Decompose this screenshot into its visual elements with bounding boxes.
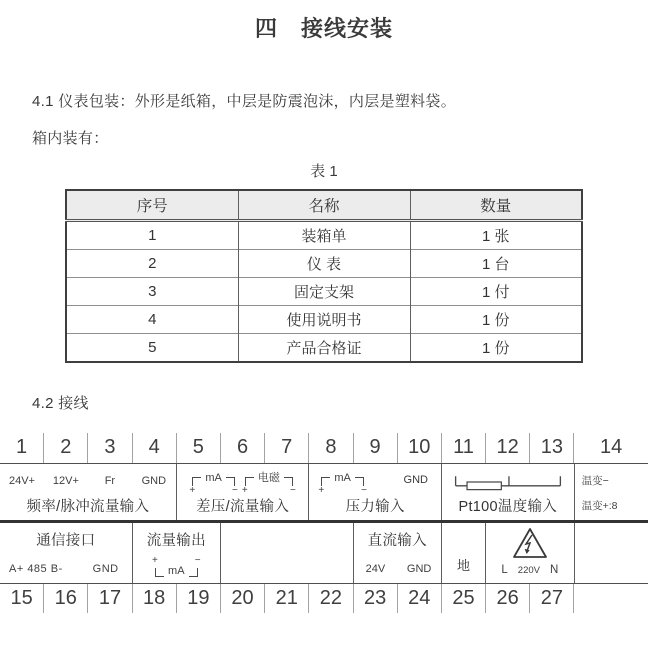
loop-label: 电磁: [257, 472, 280, 484]
group-label: 频率/脉冲流量输入: [26, 499, 150, 515]
group-pressure-input: [309, 464, 442, 520]
top-pin-labels: [0, 464, 648, 520]
minus-sign: −: [232, 485, 238, 496]
group-comm-interface: [0, 523, 133, 583]
cell-index: 2: [66, 250, 238, 278]
minus-sign: −: [290, 485, 296, 496]
plus-sign: +: [152, 555, 158, 566]
terminal-21: 21: [265, 584, 309, 613]
group-dc-input: [354, 523, 442, 583]
para-4-1-cont: 箱内装有：: [32, 130, 109, 147]
terminal-5: 5: [177, 433, 221, 463]
group-frequency-pulse-input: [0, 464, 177, 520]
temp-transmitter-minus: 温变−: [581, 475, 609, 487]
para-4-1: 4.1 仪表包装：外形是纸箱，中层是防震泡沫，内层是塑料袋。: [32, 93, 457, 110]
terminal-20: 20: [221, 584, 265, 613]
table-row: [66, 306, 582, 334]
col-header-index: 序号: [66, 190, 238, 221]
plus-sign: +: [241, 485, 248, 496]
group-label: 流量输出: [146, 533, 206, 549]
terminal-16: 16: [44, 584, 88, 613]
table-header-row: [66, 190, 582, 221]
pin-label-gnd: GND: [403, 474, 428, 486]
group-dp-flow-input: [177, 464, 310, 520]
cell-qty: 1 份: [410, 334, 582, 363]
terminal-6: 6: [221, 433, 265, 463]
current-loop-icon: [318, 472, 367, 496]
terminal-11: 11: [442, 433, 486, 463]
cell-index: 4: [66, 306, 238, 334]
high-voltage-icon: [512, 527, 548, 559]
cell-name: 装箱单: [238, 221, 410, 250]
terminal-18: 18: [133, 584, 177, 613]
loop-label: mA: [334, 472, 351, 484]
loop-bracket-left: [155, 568, 164, 577]
terminal-10: 10: [398, 433, 442, 463]
group-label: 差压/流量输入: [196, 499, 290, 515]
cell-qty: 1 台: [410, 250, 582, 278]
heading-4-2: 4.2 接线: [32, 395, 89, 412]
group-label: Pt100温度输入: [458, 499, 558, 515]
col-header-name: 名称: [238, 190, 410, 221]
page-title: 四 接线安装: [254, 16, 393, 41]
table-row: [66, 278, 582, 306]
pin-label-24v: 24V: [365, 563, 386, 575]
pin-labels: [177, 472, 309, 496]
pin-label-24v: 24V+: [8, 475, 35, 487]
pin-label-n: N: [549, 564, 559, 576]
cell-qty: 1 付: [410, 278, 582, 306]
terminal-26: 26: [486, 584, 530, 613]
cell-name: 固定支架: [238, 278, 410, 306]
cell-qty: 1 张: [410, 221, 582, 250]
cell-name: 仪 表: [238, 250, 410, 278]
group-spare-right: [575, 523, 648, 583]
terminal-13: 13: [530, 433, 574, 463]
group-pt100-input: [442, 464, 575, 520]
group-label: 压力输入: [345, 499, 405, 515]
terminal-numbers-bottom: [0, 583, 648, 613]
cell-index: 1: [66, 221, 238, 250]
terminal-4: 4: [133, 433, 177, 463]
table-caption: 表 1: [310, 163, 338, 180]
table-row: [66, 250, 582, 278]
terminal-numbers-top: [0, 433, 648, 464]
terminal-24: 24: [398, 584, 442, 613]
loop-bracket-right: [189, 568, 198, 577]
terminal-25: 25: [442, 584, 486, 613]
pin-label-gnd: GND: [92, 563, 119, 575]
terminal-23: 23: [354, 584, 398, 613]
terminal-27: 27: [530, 584, 574, 613]
terminal-22: 22: [309, 584, 353, 613]
cell-name: 使用说明书: [238, 306, 410, 334]
pin-label-gnd: GND: [141, 475, 167, 487]
pin-labels: [309, 472, 441, 496]
table-row: [66, 334, 582, 363]
group-mains-power: [486, 523, 574, 583]
terminal-12: 12: [486, 433, 530, 463]
pin-label-12v: 12V+: [52, 475, 79, 487]
terminal-15: 15: [0, 584, 44, 613]
cell-index: 5: [66, 334, 238, 363]
terminal-3: 3: [88, 433, 132, 463]
cell-qty: 1 份: [410, 306, 582, 334]
terminal-9: 9: [354, 433, 398, 463]
cell-name: 产品合格证: [238, 334, 410, 363]
terminal-wiring-diagram: [0, 433, 648, 613]
pin-labels: [133, 556, 220, 577]
group-spare: [221, 523, 354, 583]
group-earth: [442, 523, 486, 583]
bottom-pin-labels: [0, 523, 648, 583]
packing-list-table: [65, 189, 583, 363]
col-header-qty: 数量: [410, 190, 582, 221]
electromagnetic-loop-icon: [241, 472, 296, 496]
terminal-2: 2: [44, 433, 88, 463]
group-temp-transmitter: [575, 464, 648, 520]
group-label: 直流输入: [367, 533, 427, 549]
terminal-1: 1: [0, 433, 44, 463]
pt100-resistor-icon: [442, 472, 574, 497]
loop-label: mA: [205, 472, 222, 484]
cell-index: 3: [66, 278, 238, 306]
current-loop-icon: [189, 472, 238, 496]
minus-sign: −: [361, 485, 367, 496]
current-loop-icon: [152, 555, 201, 577]
plus-sign: +: [318, 485, 325, 496]
plus-sign: +: [189, 485, 196, 496]
terminal-7: 7: [265, 433, 309, 463]
pin-label-fr: Fr: [104, 475, 116, 487]
pin-label-gnd: GND: [406, 563, 432, 575]
pin-labels: [354, 563, 441, 575]
pin-labels: [0, 563, 132, 575]
pin-label-rs485: A+ 485 B-: [9, 563, 63, 575]
table-row: [66, 221, 582, 250]
group-label: 通信接口: [36, 533, 96, 549]
group-flow-output: [133, 523, 221, 583]
pin-labels: [0, 475, 176, 487]
minus-sign: −: [194, 555, 201, 566]
terminal-19: 19: [177, 584, 221, 613]
terminal-17: 17: [88, 584, 132, 613]
terminal-8: 8: [309, 433, 353, 463]
pin-labels: [486, 564, 573, 576]
loop-label: mA: [168, 565, 185, 577]
terminal-spare: [574, 584, 647, 613]
terminal-14: 14: [600, 436, 623, 458]
pin-label-l: L: [501, 564, 508, 576]
earth-label: 地: [457, 558, 471, 573]
voltage-label: 220V: [517, 565, 540, 576]
temp-transmitter-plus: 温变+:8: [581, 500, 618, 512]
